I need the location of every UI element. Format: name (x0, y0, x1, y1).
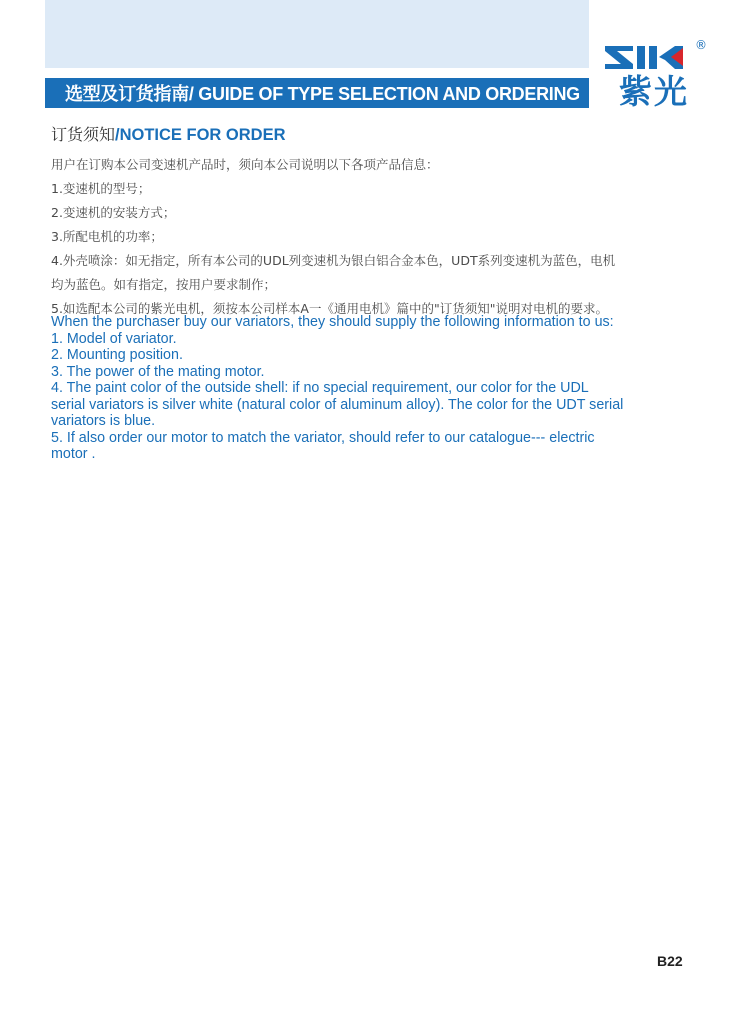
header-band (45, 0, 589, 68)
en-line: 2. Mounting position. (51, 347, 183, 363)
cn-line: 3.所配电机的功率； (51, 229, 163, 244)
cn-line: 4.外壳喷涂：如无指定，所有本公司的UDL列变速机为银白铝合金本色，UDT系列变速机为蓝色，电机 (51, 253, 616, 268)
cn-line: 1.变速机的型号； (51, 181, 151, 196)
page-number: B22 (657, 953, 683, 969)
en-line: When the purchaser buy our variators, they should supply the following information to us: (51, 314, 614, 330)
cn-line: 均为蓝色。如有指定，按用户要求制作； (51, 277, 277, 292)
notice-heading-cn: 订货须知 (51, 125, 116, 144)
en-line: serial variators is silver white (natural color of aluminum alloy). The color for the UDT serial (51, 396, 624, 413)
cn-line: 用户在订购本公司变速机产品时，须向本公司说明以下各项产品信息： (51, 157, 439, 172)
section-title: 选型及订货指南/ GUIDE OF TYPE SELECTION AND ORDERING (65, 84, 580, 104)
en-line: 4. The paint color of the outside shell: if no special requirement, our color for the UDL (51, 380, 589, 396)
cn-line: 5.如选配本公司的紫光电机，须按本公司样本A一《通用电机》篇中的"订货须知"说明对电机的要求。 (51, 301, 608, 316)
english-notice-text (51, 314, 711, 463)
cn-line: 2.变速机的安装方式； (51, 205, 176, 220)
en-line: motor . (51, 446, 96, 462)
section-title-bar (45, 78, 589, 108)
chinese-notice-text (51, 153, 711, 321)
notice-heading (51, 122, 286, 145)
en-line: 3. The power of the mating motor. (51, 363, 265, 380)
registered-mark: ® (695, 38, 707, 52)
logo-text: 紫光 (619, 72, 689, 111)
notice-heading-en: /NOTICE FOR ORDER (115, 126, 286, 144)
en-line: variators is blue. (51, 413, 156, 429)
en-line: 5. If also order our motor to match the variator, should refer to our catalogue--- electric (51, 429, 595, 446)
en-line: 1. Model of variator. (51, 330, 177, 347)
brand-logo (603, 38, 713, 118)
